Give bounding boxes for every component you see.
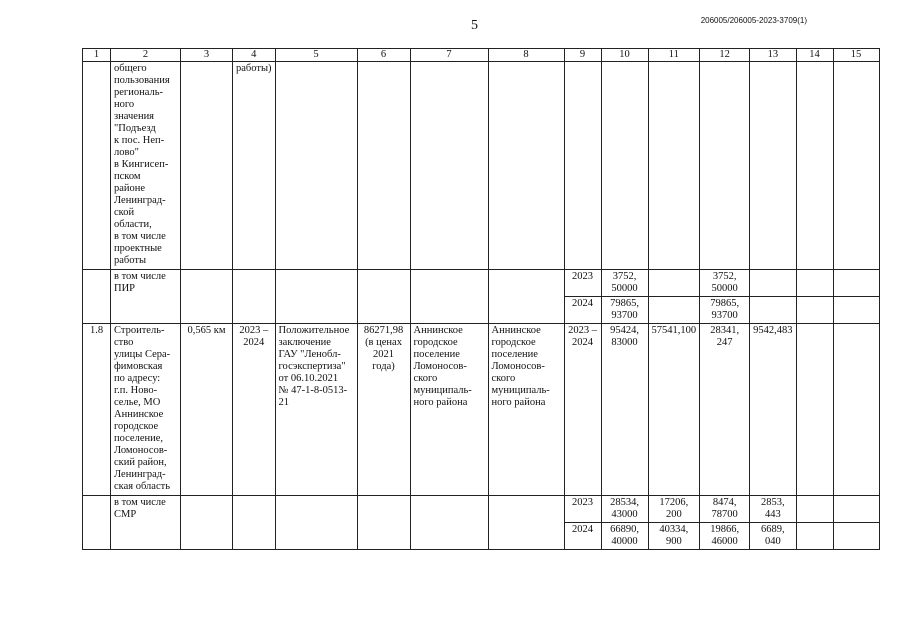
table-cell: 17206, 200 — [648, 496, 700, 523]
year-cell: 2024 — [564, 523, 601, 550]
table-cell: 9542,483 — [750, 324, 796, 496]
table-cell: 28341, 247 — [700, 324, 750, 496]
row-label: в том числе СМР — [111, 496, 181, 550]
year-cell: 2024 — [564, 297, 601, 324]
header-cell: 9 — [564, 49, 601, 62]
header-cell: 14 — [796, 49, 833, 62]
expertise-cell: Положительное заключение ГАУ "Ленобл- госэкспертиза" от 06.10.2021 № 47-1-8-0513- 21 — [275, 324, 357, 496]
header-cell: 15 — [833, 49, 879, 62]
header-cell: 6 — [357, 49, 410, 62]
object-description: общего пользования региональ- ного значения "Подъезд к пос. Неп- лово" в Кингисеп- пском районе Ленинград- ской области, в том числе проектные работы — [111, 62, 181, 270]
row-number: 1.8 — [83, 324, 111, 496]
table-cell: 95424, 83000 — [601, 324, 648, 496]
data-table — [82, 48, 880, 550]
table-cell: 8474, 78700 — [700, 496, 750, 523]
row-label: в том числе ПИР — [111, 270, 181, 324]
header-cell: 10 — [601, 49, 648, 62]
owner-cell: Аннинское городское поселение Ломоносов- ского муниципаль- ного района — [488, 324, 564, 496]
customer-cell: Аннинское городское поселение Ломоносов- ского муниципаль- ного района — [410, 324, 488, 496]
document-id: 206005/206005-2023-3709(1) — [700, 16, 807, 25]
table-cell: 2853, 443 — [750, 496, 796, 523]
year-cell: 2023 — [564, 496, 601, 523]
table-cell: 19866, 46000 — [700, 523, 750, 550]
table-cell: 3752, 50000 — [601, 270, 648, 297]
header-cell: 13 — [750, 49, 796, 62]
table-cell: 6689, 040 — [750, 523, 796, 550]
header-cell: 8 — [488, 49, 564, 62]
header-cell: 5 — [275, 49, 357, 62]
table-row — [83, 62, 880, 270]
header-cell: 3 — [181, 49, 233, 62]
table-cell: 79865, 93700 — [601, 297, 648, 324]
header-cell: 12 — [700, 49, 750, 62]
table-row — [83, 324, 880, 496]
year-cell: 2023 — [564, 270, 601, 297]
table-row — [83, 496, 880, 523]
table-cell: 28534, 43000 — [601, 496, 648, 523]
table-cell: 66890, 40000 — [601, 523, 648, 550]
years-cell: 2023 – 2024 — [233, 324, 276, 496]
table-cell: работы) — [233, 62, 276, 270]
table-row — [83, 270, 880, 297]
header-cell: 11 — [648, 49, 700, 62]
table-cell: 57541,100 — [648, 324, 700, 496]
length-cell: 0,565 км — [181, 324, 233, 496]
cost-cell: 86271,98 (в ценах 2021 года) — [357, 324, 410, 496]
header-cell: 1 — [83, 49, 111, 62]
table-cell: 40334, 900 — [648, 523, 700, 550]
period-cell: 2023 – 2024 — [564, 324, 601, 496]
header-cell: 7 — [410, 49, 488, 62]
page-number: 5 — [471, 18, 478, 33]
table-cell: 79865, 93700 — [700, 297, 750, 324]
header-cell: 4 — [233, 49, 276, 62]
header-cell: 2 — [111, 49, 181, 62]
table-cell: 3752, 50000 — [700, 270, 750, 297]
object-description: Строитель- ство улицы Сера- фимовская по адресу: г.п. Ново- селье, МО Аннинское городское поселение, Ломоносов- ский район, Ленинград- ская область — [111, 324, 181, 496]
header-row — [83, 49, 880, 62]
